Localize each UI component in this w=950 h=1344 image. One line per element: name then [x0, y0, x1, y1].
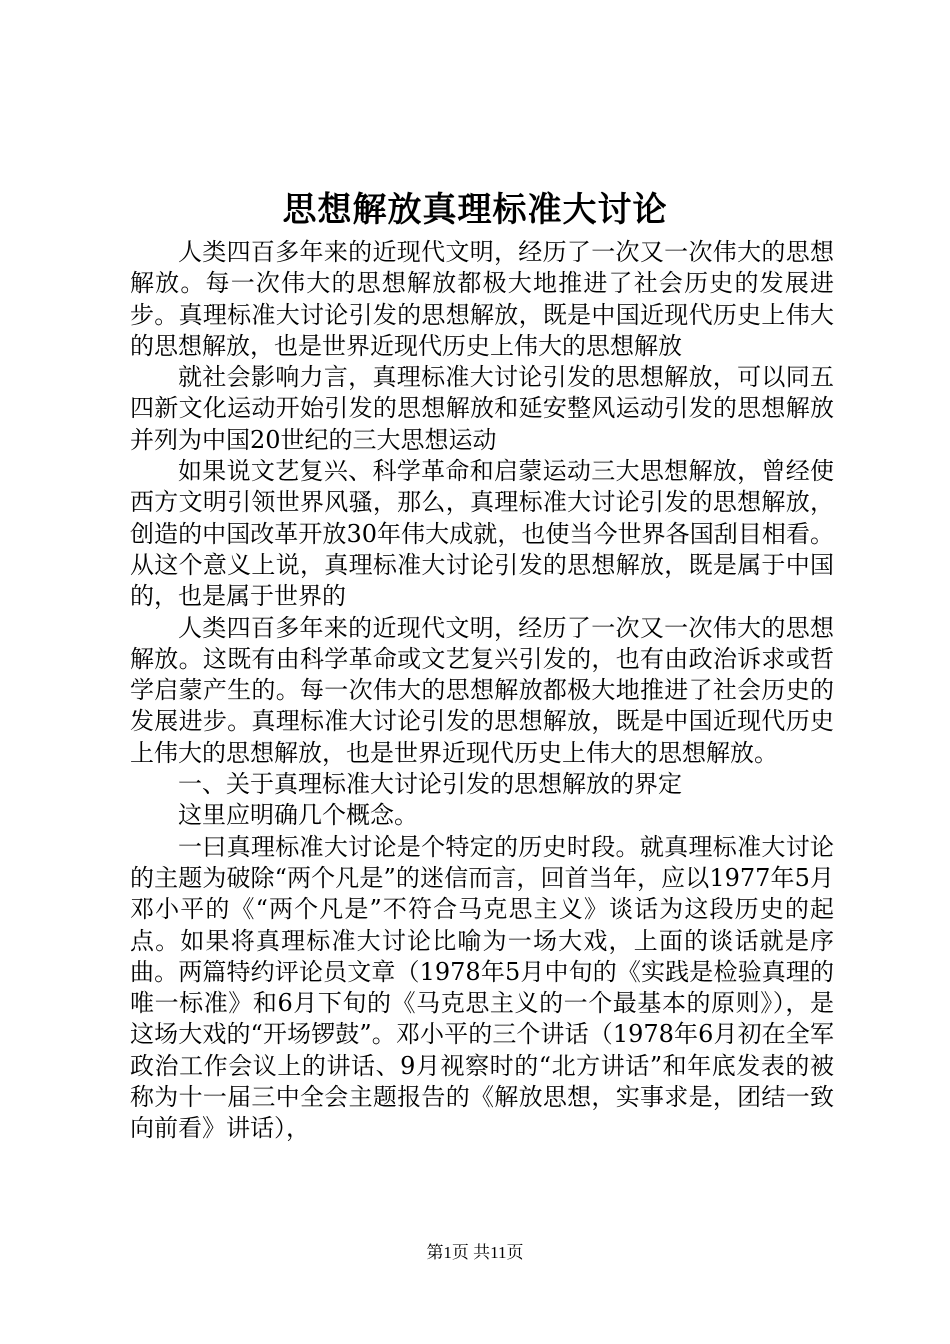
paragraph: 一曰真理标准大讨论是个特定的历史时段。就真理标准大讨论的主题为破除“两个凡是”的迷信而言，回首当年，应以1977年5月邓小平的《“两个凡是”不符合马克思主义》谈话为这段历史的起点。如果将真理标准大讨论比喻为一场大戏，上面的谈话就是序曲。两篇特约评论员文章（1978年5月中旬的《实践是检验真理的唯一标准》和6月下旬的《马克思主义的一个最基本的原则》），是这场大戏的“开场锣鼓”。邓小平的三个讲话（1978年6月初在全军政治工作会议上的讲话、9月视察时的“北方讲话”和年底发表的被称为十一届三中全会主题报告的《解放思想，实事求是，团结一致向前看》讲话），: [130, 832, 834, 1143]
document-title: 思想解放真理标准大讨论: [282, 190, 668, 230]
paragraph: 人类四百多年来的近现代文明，经历了一次又一次伟大的思想解放。每一次伟大的思想解放都极大地推进了社会历史的发展进步。真理标准大讨论引发的思想解放，既是中国近现代历史上伟大的思想解放，也是世界近现代历史上伟大的思想解放: [130, 238, 834, 360]
paragraph: 这里应明确几个概念。: [178, 801, 418, 830]
paragraph: 如果说文艺复兴、科学革命和启蒙运动三大思想解放，曾经使西方文明引领世界风骚，那么，真理标准大讨论引发的思想解放，创造的中国改革开放30年伟大成就，也使当今世界各国刮目相看。从这个意义上说，真理标准大讨论引发的思想解放，既是属于中国的，也是属于世界的: [130, 457, 834, 611]
page-number-footer: 第1页 共11页: [426, 1243, 524, 1262]
section-heading: 一、关于真理标准大讨论引发的思想解放的界定: [178, 770, 682, 799]
paragraph: 就社会影响力言，真理标准大讨论引发的思想解放，可以同五四新文化运动开始引发的思想解放和延安整风运动引发的思想解放并列为中国20世纪的三大思想运动: [130, 363, 834, 454]
document-body: [130, 237, 834, 1145]
paragraph: 人类四百多年来的近现代文明，经历了一次又一次伟大的思想解放。这既有由科学革命或文艺复兴引发的，也有由政治诉求或哲学启蒙产生的。每一次伟大的思想解放都极大地推进了社会历史的发展进步。真理标准大讨论引发的思想解放，既是中国近现代历史上伟大的思想解放，也是世界近现代历史上伟大的思想解放。: [130, 613, 834, 767]
